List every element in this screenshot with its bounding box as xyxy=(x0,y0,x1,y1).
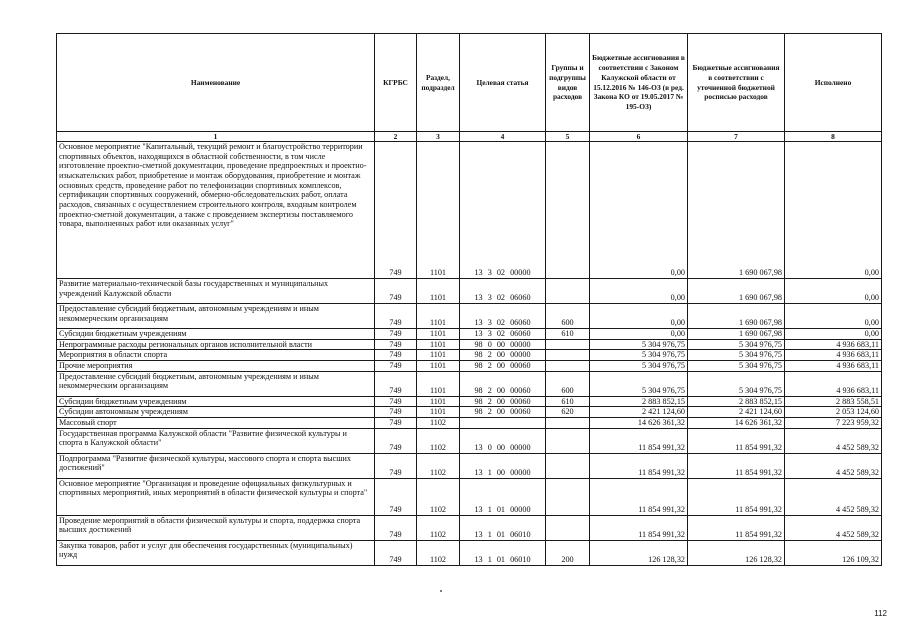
row-law-allocation: 5 304 976,75 xyxy=(590,361,688,372)
row-schedule-allocation: 1 690 067,98 xyxy=(688,304,785,329)
column-number: 5 xyxy=(546,132,590,142)
row-law-allocation: 11 854 991,32 xyxy=(590,428,688,453)
row-kgrbs: 749 xyxy=(375,142,417,279)
row-kgrbs: 749 xyxy=(375,515,417,540)
row-kgrbs: 749 xyxy=(375,418,417,429)
row-expense-group: 600 xyxy=(546,304,590,329)
row-executed: 7 223 959,32 xyxy=(785,418,882,429)
row-section: 1101 xyxy=(417,339,460,350)
row-schedule-allocation: 2 421 124,60 xyxy=(688,407,785,418)
row-target-article: 13 0 00 00000 xyxy=(460,428,546,453)
row-executed: 0,00 xyxy=(785,329,882,340)
column-number: 2 xyxy=(375,132,417,142)
row-kgrbs: 749 xyxy=(375,279,417,304)
row-expense-group xyxy=(546,279,590,304)
table-row xyxy=(57,371,882,396)
row-name: Основное мероприятие "Организация и проведение официальных физкультурных и спортивных мероприятий, иных мероприятий в области физической культуры и спорта" xyxy=(57,478,375,515)
row-expense-group: 610 xyxy=(546,396,590,407)
row-target-article: 98 2 00 00000 xyxy=(460,350,546,361)
row-schedule-allocation: 14 626 361,32 xyxy=(688,418,785,429)
row-kgrbs: 749 xyxy=(375,361,417,372)
table-row xyxy=(57,453,882,478)
table-row xyxy=(57,361,882,372)
row-schedule-allocation: 1 690 067,98 xyxy=(688,329,785,340)
budget-sheet xyxy=(56,33,882,566)
row-law-allocation: 0,00 xyxy=(590,329,688,340)
row-law-allocation: 126 128,32 xyxy=(590,540,688,565)
row-target-article: 98 2 00 00060 xyxy=(460,396,546,407)
row-law-allocation: 2 421 124,60 xyxy=(590,407,688,418)
row-law-allocation: 14 626 361,32 xyxy=(590,418,688,429)
row-expense-group: 610 xyxy=(546,329,590,340)
table-row xyxy=(57,396,882,407)
row-executed: 2 053 124,60 xyxy=(785,407,882,418)
table-row xyxy=(57,279,882,304)
row-target-article: 98 2 00 00060 xyxy=(460,371,546,396)
row-law-allocation: 11 854 991,32 xyxy=(590,478,688,515)
row-executed: 4 936 683,11 xyxy=(785,339,882,350)
row-expense-group xyxy=(546,478,590,515)
row-section: 1101 xyxy=(417,361,460,372)
row-executed: 2 883 558,51 xyxy=(785,396,882,407)
row-name: Субсидии бюджетным учреждениям xyxy=(57,329,375,340)
row-name: Развитие материально-технической базы государственных и муниципальных учреждений Калужской области xyxy=(57,279,375,304)
row-kgrbs: 749 xyxy=(375,371,417,396)
row-target-article: 98 2 00 00060 xyxy=(460,361,546,372)
header-article: Целевая статья xyxy=(460,34,546,132)
row-target-article: 13 1 01 06010 xyxy=(460,515,546,540)
header-group: Группы и подгруппы видов расходов xyxy=(546,34,590,132)
row-schedule-allocation: 5 304 976,75 xyxy=(688,361,785,372)
row-section: 1101 xyxy=(417,407,460,418)
row-section: 1101 xyxy=(417,396,460,407)
header-row xyxy=(57,34,882,132)
row-executed: 0,00 xyxy=(785,142,882,279)
row-section: 1102 xyxy=(417,428,460,453)
row-target-article: 13 1 00 00000 xyxy=(460,453,546,478)
row-expense-group xyxy=(546,142,590,279)
column-number: 6 xyxy=(590,132,688,142)
column-number: 7 xyxy=(688,132,785,142)
table-row xyxy=(57,478,882,515)
budget-table xyxy=(56,33,882,566)
column-number-row xyxy=(57,132,882,142)
row-target-article: 13 3 02 06060 xyxy=(460,279,546,304)
row-kgrbs: 749 xyxy=(375,396,417,407)
row-name: Массовый спорт xyxy=(57,418,375,429)
table-row xyxy=(57,142,882,279)
row-schedule-allocation: 5 304 976,75 xyxy=(688,350,785,361)
row-kgrbs: 749 xyxy=(375,407,417,418)
row-section: 1102 xyxy=(417,515,460,540)
page-number: 112 xyxy=(874,609,887,618)
row-expense-group xyxy=(546,339,590,350)
table-row xyxy=(57,350,882,361)
row-name: Основное мероприятие "Капитальный, текущий ремонт и благоустройство территории спортивных объектов, находящихся в областной собственности, в том числе изготовление проектно-сметной документации, проведение предпроектных и проектно-изыскательских работ, приобретение и монтаж оборудования, приобретение и монтаж основных средств, проведение работ по телефонизации спортивных комплексов, сертификации спортивных сооружений, обмерно-обследовательских работ, оплата расходов, связанных с осуществлением строительного контроля, входным контролем проектно-сметной документации, а также с проведением экспертизы поставляемого товара, выполненных работ или оказанных услуг" xyxy=(57,142,375,279)
row-expense-group xyxy=(546,350,590,361)
row-executed: 4 452 589,32 xyxy=(785,515,882,540)
row-executed: 0,00 xyxy=(785,304,882,329)
row-law-allocation: 5 304 976,75 xyxy=(590,371,688,396)
row-kgrbs: 749 xyxy=(375,453,417,478)
row-executed: 4 452 589,32 xyxy=(785,453,882,478)
row-schedule-allocation: 11 854 991,32 xyxy=(688,453,785,478)
row-law-allocation: 2 883 852,15 xyxy=(590,396,688,407)
table-row xyxy=(57,515,882,540)
row-name: Предоставление субсидий бюджетным, автономным учреждениям и иным некоммерческим организациям xyxy=(57,371,375,396)
row-law-allocation: 11 854 991,32 xyxy=(590,515,688,540)
row-name: Мероприятия в области спорта xyxy=(57,350,375,361)
row-executed: 126 109,32 xyxy=(785,540,882,565)
row-name: Проведение мероприятий в области физической культуры и спорта, поддержка спорта высших достижений xyxy=(57,515,375,540)
row-target-article: 98 2 00 00060 xyxy=(460,407,546,418)
column-number: 4 xyxy=(460,132,546,142)
row-law-allocation: 0,00 xyxy=(590,279,688,304)
row-kgrbs: 749 xyxy=(375,304,417,329)
row-expense-group xyxy=(546,515,590,540)
row-schedule-allocation: 2 883 852,15 xyxy=(688,396,785,407)
header-section: Раздел, подраздел xyxy=(417,34,460,132)
header-schedule-allocations: Бюджетные ассигнования в соответствии с уточненной бюджетной росписью расходов xyxy=(688,34,785,132)
table-row xyxy=(57,304,882,329)
row-name: Подпрограмма "Развитие физической культуры, массового спорта и спорта высших достижений" xyxy=(57,453,375,478)
row-executed: 4 452 589,32 xyxy=(785,428,882,453)
row-section: 1102 xyxy=(417,478,460,515)
row-section: 1101 xyxy=(417,304,460,329)
row-target-article: 98 0 00 00000 xyxy=(460,339,546,350)
row-name: Предоставление субсидий бюджетным, автономным учреждениям и иным некоммерческим организациям xyxy=(57,304,375,329)
row-schedule-allocation: 126 128,32 xyxy=(688,540,785,565)
row-name: Государственная программа Калужской области "Развитие физической культуры и спорта в Калужской области" xyxy=(57,428,375,453)
row-expense-group xyxy=(546,418,590,429)
table-row xyxy=(57,540,882,565)
row-target-article: 13 1 01 06010 xyxy=(460,540,546,565)
row-schedule-allocation: 1 690 067,98 xyxy=(688,142,785,279)
row-law-allocation: 5 304 976,75 xyxy=(590,350,688,361)
row-kgrbs: 749 xyxy=(375,350,417,361)
row-expense-group xyxy=(546,428,590,453)
header-kgrbs: КГРБС xyxy=(375,34,417,132)
header-executed: Исполнено xyxy=(785,34,882,132)
row-expense-group xyxy=(546,361,590,372)
row-target-article: 13 3 02 06060 xyxy=(460,304,546,329)
row-target-article: 13 1 01 00000 xyxy=(460,478,546,515)
scan-speck xyxy=(440,590,442,592)
column-number: 8 xyxy=(785,132,882,142)
row-name: Субсидии бюджетным учреждениям xyxy=(57,396,375,407)
row-schedule-allocation: 11 854 991,32 xyxy=(688,515,785,540)
row-section: 1102 xyxy=(417,540,460,565)
row-target-article xyxy=(460,418,546,429)
row-executed: 4 936 683,11 xyxy=(785,350,882,361)
row-schedule-allocation: 5 304 976,75 xyxy=(688,371,785,396)
header-law-allocations: Бюджетные ассигнования в соответствии с Законом Калужской области от 15.12.2016 № 146-ОЗ (в ред. Закона КО от 19.05.2017 № 195-ОЗ) xyxy=(590,34,688,132)
header-name: Наименование xyxy=(57,34,375,132)
row-section: 1101 xyxy=(417,142,460,279)
row-schedule-allocation: 11 854 991,32 xyxy=(688,428,785,453)
table-row xyxy=(57,329,882,340)
row-section: 1101 xyxy=(417,329,460,340)
row-executed: 4 452 589,32 xyxy=(785,478,882,515)
row-law-allocation: 0,00 xyxy=(590,304,688,329)
row-expense-group: 200 xyxy=(546,540,590,565)
table-row xyxy=(57,428,882,453)
row-target-article: 13 3 02 06060 xyxy=(460,329,546,340)
row-name: Прочие мероприятия xyxy=(57,361,375,372)
table-row xyxy=(57,407,882,418)
row-law-allocation: 5 304 976,75 xyxy=(590,339,688,350)
row-name: Закупка товаров, работ и услуг для обеспечения государственных (муниципальных) нужд xyxy=(57,540,375,565)
row-name: Субсидии автономным учреждениям xyxy=(57,407,375,418)
row-executed: 4 936 683,11 xyxy=(785,371,882,396)
column-number: 1 xyxy=(57,132,375,142)
row-law-allocation: 0,00 xyxy=(590,142,688,279)
row-section: 1102 xyxy=(417,453,460,478)
row-schedule-allocation: 11 854 991,32 xyxy=(688,478,785,515)
table-row xyxy=(57,418,882,429)
row-kgrbs: 749 xyxy=(375,478,417,515)
row-section: 1101 xyxy=(417,350,460,361)
row-kgrbs: 749 xyxy=(375,540,417,565)
table-row xyxy=(57,339,882,350)
row-kgrbs: 749 xyxy=(375,339,417,350)
row-executed: 4 936 683,11 xyxy=(785,361,882,372)
row-name: Непрограммные расходы региональных органов исполнительной власти xyxy=(57,339,375,350)
row-kgrbs: 749 xyxy=(375,428,417,453)
row-schedule-allocation: 1 690 067,98 xyxy=(688,279,785,304)
row-schedule-allocation: 5 304 976,75 xyxy=(688,339,785,350)
row-section: 1101 xyxy=(417,371,460,396)
row-section: 1101 xyxy=(417,279,460,304)
row-executed: 0,00 xyxy=(785,279,882,304)
row-law-allocation: 11 854 991,32 xyxy=(590,453,688,478)
column-number: 3 xyxy=(417,132,460,142)
row-expense-group: 600 xyxy=(546,371,590,396)
row-target-article: 13 3 02 00000 xyxy=(460,142,546,279)
row-kgrbs: 749 xyxy=(375,329,417,340)
row-section: 1102 xyxy=(417,418,460,429)
row-expense-group: 620 xyxy=(546,407,590,418)
row-expense-group xyxy=(546,453,590,478)
